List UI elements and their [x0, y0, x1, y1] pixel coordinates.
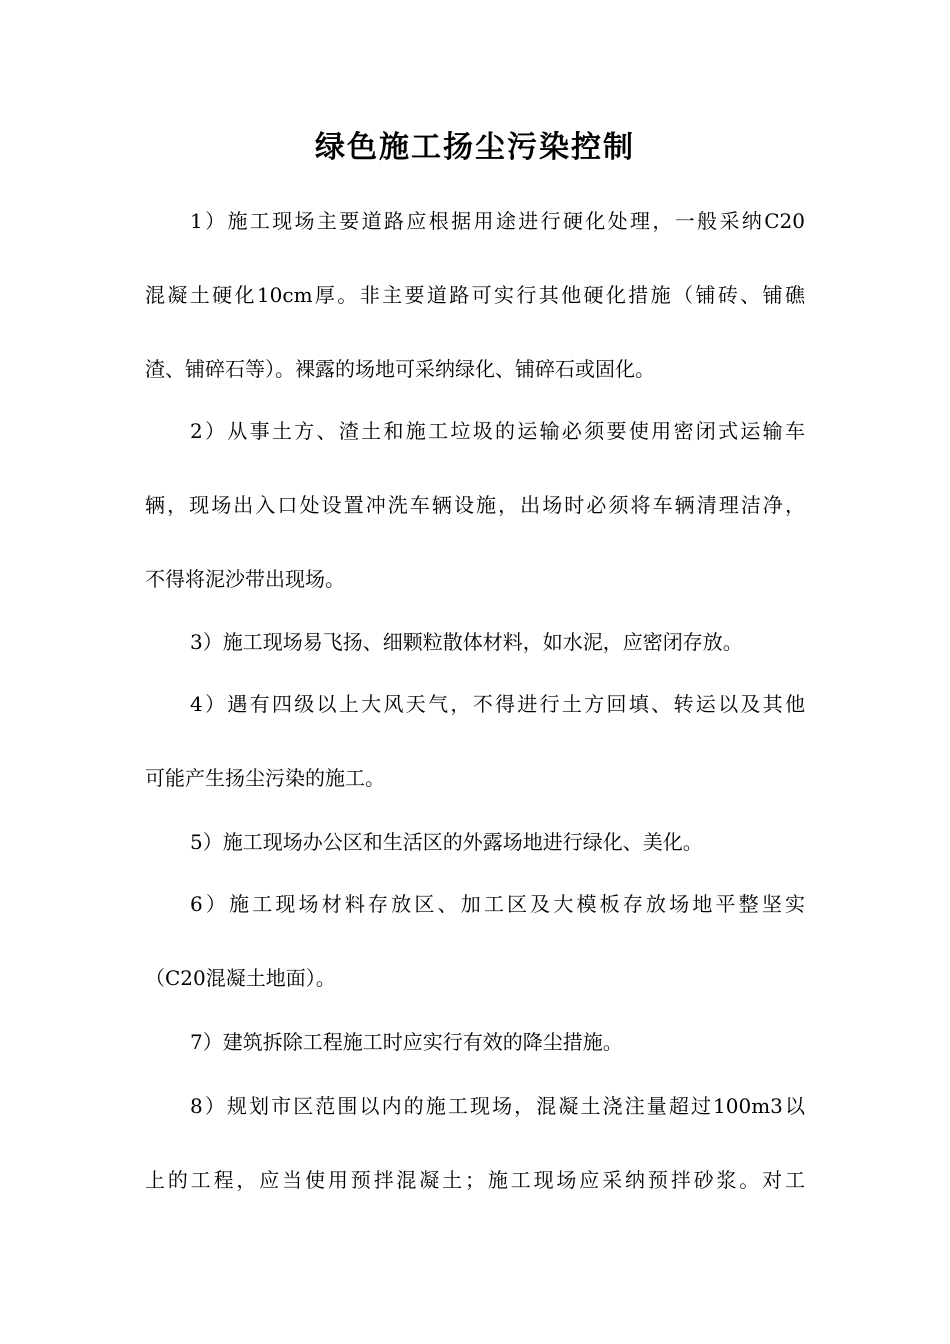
text-line: 可能产生扬尘污染的施工。 — [145, 766, 385, 790]
text-line: 3）施工现场易飞扬、细颗粒散体材料，如水泥，应密闭存放。 — [190, 630, 743, 654]
text-line: （C20混凝土地面）。 — [145, 966, 336, 990]
text-line: 不得将泥沙带出现场。 — [145, 567, 345, 591]
document-title: 绿色施工扬尘污染控制 — [315, 130, 635, 165]
text-line: 7）建筑拆除工程施工时应实行有效的降尘措施。 — [190, 1030, 623, 1054]
text-line: 渣、铺碎石等）。裸露的场地可采纳绿化、铺碎石或固化。 — [145, 357, 655, 381]
text-line: 混凝土硬化10cm厚。非主要道路可实行其他硬化措施（铺砖、铺礁 — [145, 283, 805, 307]
text-line: 上的工程，应当使用预拌混凝土；施工现场应采纳预拌砂浆。对工 — [145, 1168, 805, 1192]
text-line: 4）遇有四级以上大风天气，不得进行土方回填、转运以及其他 — [190, 692, 805, 716]
text-line: 1）施工现场主要道路应根据用途进行硬化处理，一般采纳C20 — [190, 209, 805, 233]
text-line: 6）施工现场材料存放区、加工区及大模板存放场地平整坚实 — [190, 892, 805, 916]
text-line: 8）规划市区范围以内的施工现场，混凝土浇注量超过100m3以 — [190, 1094, 805, 1118]
text-line: 5）施工现场办公区和生活区的外露场地进行绿化、美化。 — [190, 830, 703, 854]
text-line: 辆，现场出入口处设置冲洗车辆设施，出场时必须将车辆清理洁净， — [145, 493, 805, 517]
text-line: 2）从事土方、渣土和施工垃圾的运输必须要使用密闭式运输车 — [190, 419, 805, 443]
